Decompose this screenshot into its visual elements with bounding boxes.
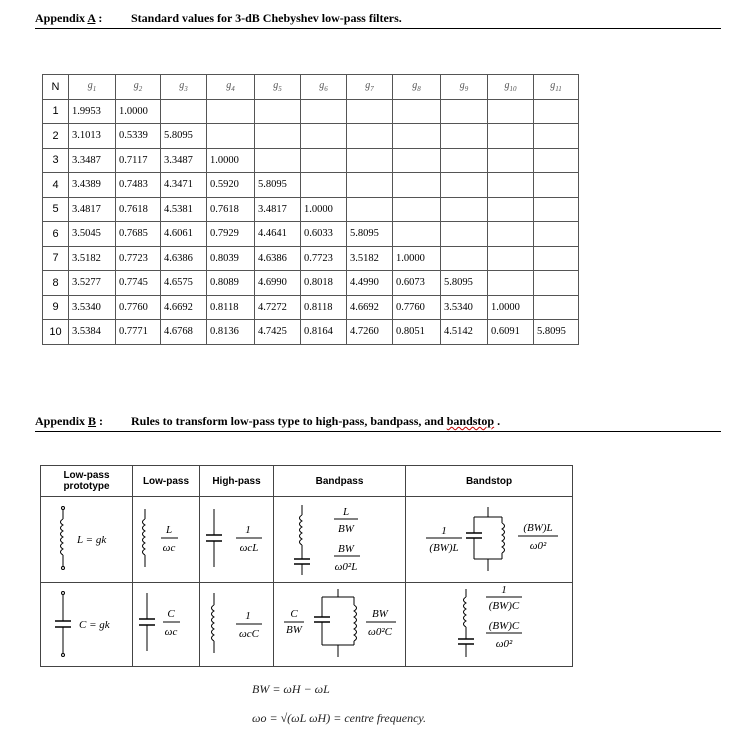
bs-ind-left-den: (BW)L (429, 542, 459, 554)
bs-ind-right-den: ω0² (529, 540, 547, 552)
hdr-lowpass: Low-pass (133, 466, 200, 497)
row-n-cell: 8 (43, 271, 69, 296)
table-row (43, 246, 579, 271)
g-value-cell (255, 124, 301, 149)
g-value-cell (347, 99, 393, 124)
row-n-cell: 6 (43, 222, 69, 247)
g-value-cell (347, 148, 393, 173)
table-row (43, 197, 579, 222)
g-value-cell: 0.7483 (116, 173, 161, 198)
proto-capacitor-label: C = gk (79, 619, 110, 631)
g-value-cell (534, 246, 579, 271)
transform-row-inductor (41, 497, 573, 583)
g-value-cell: 3.4817 (69, 197, 116, 222)
g-value-cell (441, 148, 488, 173)
g-value-cell (393, 148, 441, 173)
appendix-a-rule (35, 28, 721, 29)
lp-ind-den: ωc (162, 542, 176, 554)
bs-cap-bot-den: ω0² (495, 638, 513, 650)
g-value-cell: 3.5340 (69, 295, 116, 320)
g-value-cell (534, 197, 579, 222)
bw-equation: BW = ωH − ωL (252, 682, 330, 696)
g-value-cell (534, 295, 579, 320)
g-value-cell: 4.4641 (255, 222, 301, 247)
g-value-cell (393, 173, 441, 198)
col-header-g1: $g_1$ (69, 75, 116, 100)
row-n-cell: 7 (43, 246, 69, 271)
cell-lowpass-inductor (133, 497, 200, 583)
g-value-cell (393, 222, 441, 247)
g-value-cell (534, 173, 579, 198)
g-value-cell: 4.6386 (255, 246, 301, 271)
bs-ind-left-num: 1 (441, 525, 447, 537)
lp-cap-num: C (167, 608, 175, 620)
g-value-cell: 0.8018 (301, 271, 347, 296)
g-value-cell: 3.5384 (69, 320, 116, 345)
g-value-cell: 0.8089 (207, 271, 255, 296)
g-value-cell (301, 148, 347, 173)
g-value-cell: 3.5045 (69, 222, 116, 247)
chebyshev-header-row (43, 75, 579, 100)
cell-highpass-inductor (200, 497, 274, 583)
col-header-g9: $g_9$ (441, 75, 488, 100)
col-header-g10: $g_{10}$ (488, 75, 534, 100)
g-value-cell: 0.7117 (116, 148, 161, 173)
chebyshev-table (42, 74, 579, 345)
col-header-g8: $g_8$ (393, 75, 441, 100)
g-value-cell: 0.8039 (207, 246, 255, 271)
g-value-cell: 0.5339 (116, 124, 161, 149)
g-value-cell: 0.8051 (393, 320, 441, 345)
g-value-cell (301, 173, 347, 198)
appendix-a-title: Standard values for 3-dB Chebyshev low-pass filters. (131, 11, 402, 25)
appendix-b-colon: : (96, 414, 104, 428)
capacitor-icon (41, 583, 132, 666)
g-value-cell (347, 124, 393, 149)
transform-row-capacitor (41, 583, 573, 667)
transform-table (40, 465, 573, 667)
appendix-b-title-end: . (494, 414, 501, 428)
g-value-cell: 5.8095 (441, 271, 488, 296)
g-value-cell (393, 124, 441, 149)
g-value-cell: 3.5182 (69, 246, 116, 271)
g-value-cell: 0.7929 (207, 222, 255, 247)
g-value-cell: 3.1013 (69, 124, 116, 149)
g-value-cell: 4.4990 (347, 271, 393, 296)
g-value-cell: 0.7723 (116, 246, 161, 271)
appendix-b-title (131, 414, 500, 429)
g-value-cell (441, 197, 488, 222)
g-value-cell (488, 148, 534, 173)
col-header-g3: $g_3$ (161, 75, 207, 100)
g-value-cell: 4.6386 (161, 246, 207, 271)
g-value-cell (393, 197, 441, 222)
bp-ind-top-num: L (342, 506, 350, 518)
g-value-cell: 1.0000 (116, 99, 161, 124)
g-value-cell: 0.8118 (207, 295, 255, 320)
row-n-cell: 4 (43, 173, 69, 198)
appendix-b-title-bandstop: bandstop (446, 414, 495, 428)
g-value-cell: 1.0000 (301, 197, 347, 222)
cell-highpass-capacitor (200, 583, 274, 667)
cell-lowpass-capacitor (133, 583, 200, 667)
g-value-cell (301, 99, 347, 124)
g-value-cell (488, 222, 534, 247)
lp-ind-num: L (165, 524, 173, 536)
bp-ind-bot-den: ω0²L (334, 561, 358, 573)
table-row (43, 99, 579, 124)
g-value-cell: 4.6768 (161, 320, 207, 345)
parallel-lc-icon (274, 583, 405, 666)
col-header-g4: $g_4$ (207, 75, 255, 100)
hdr-bandstop: Bandstop (406, 466, 573, 497)
g-value-cell (488, 197, 534, 222)
appendix-a-label: Appendix (35, 11, 86, 25)
bp-cap-right-den: ω0²C (368, 626, 392, 638)
g-value-cell (441, 222, 488, 247)
g-value-cell: 4.7272 (255, 295, 301, 320)
row-n-cell: 9 (43, 295, 69, 320)
g-value-cell: 5.8095 (347, 222, 393, 247)
table-row (43, 295, 579, 320)
g-value-cell (488, 173, 534, 198)
g-value-cell (488, 99, 534, 124)
col-header-g5: $g_5$ (255, 75, 301, 100)
g-value-cell (534, 124, 579, 149)
lp-cap-den: ωc (164, 626, 178, 638)
capacitor-icon (133, 583, 199, 666)
g-value-cell: 4.6990 (255, 271, 301, 296)
bp-ind-bot-num: BW (338, 543, 354, 555)
g-value-cell (207, 124, 255, 149)
cell-proto-inductor (41, 497, 133, 583)
g-value-cell: 0.7723 (301, 246, 347, 271)
hdr-prototype: Low-pass prototype (41, 466, 133, 497)
g-value-cell: 1.0000 (488, 295, 534, 320)
col-header-g7: $g_7$ (347, 75, 393, 100)
g-value-cell: 4.6692 (347, 295, 393, 320)
g-value-cell: 3.4389 (69, 173, 116, 198)
hdr-bandpass: Bandpass (274, 466, 406, 497)
g-value-cell: 5.8095 (161, 124, 207, 149)
g-value-cell: 0.6033 (301, 222, 347, 247)
g-value-cell: 5.8095 (255, 173, 301, 198)
series-lc-icon (274, 497, 405, 582)
row-n-cell: 1 (43, 99, 69, 124)
g-value-cell: 0.8136 (207, 320, 255, 345)
appendix-b-rule (35, 431, 721, 432)
g-value-cell (441, 246, 488, 271)
g-value-cell: 0.7771 (116, 320, 161, 345)
g-value-cell: 4.6061 (161, 222, 207, 247)
g-value-cell: 0.7760 (393, 295, 441, 320)
g-value-cell (534, 99, 579, 124)
inductor-icon (200, 583, 273, 666)
g-value-cell (301, 124, 347, 149)
g-value-cell: 0.8164 (301, 320, 347, 345)
bs-cap-bot-num: (BW)C (488, 620, 520, 632)
centre-frequency-equation: ωo = √(ωL ωH) = centre frequency. (252, 711, 427, 725)
cell-proto-capacitor (41, 583, 133, 667)
g-value-cell: 4.5381 (161, 197, 207, 222)
cell-bandpass-inductor (274, 497, 406, 583)
g-value-cell: 0.7760 (116, 295, 161, 320)
appendix-b-title-main: Rules to transform low-pass type to high-pass, bandpass, and (131, 414, 447, 428)
appendix-a-heading (35, 11, 402, 26)
row-n-cell: 10 (43, 320, 69, 345)
g-value-cell: 0.8118 (301, 295, 347, 320)
row-n-cell: 3 (43, 148, 69, 173)
g-value-cell: 0.5920 (207, 173, 255, 198)
bp-cap-left-den: BW (286, 624, 302, 636)
g-value-cell: 1.0000 (207, 148, 255, 173)
table-row (43, 320, 579, 345)
table-row (43, 148, 579, 173)
table-row (43, 124, 579, 149)
col-header-g11: $g_{11}$ (534, 75, 579, 100)
row-n-cell: 5 (43, 197, 69, 222)
g-value-cell (534, 271, 579, 296)
g-value-cell (534, 148, 579, 173)
bs-cap-top-num: 1 (501, 584, 507, 596)
capacitor-icon (200, 497, 273, 582)
hp-cap-num: 1 (245, 610, 251, 622)
g-value-cell: 3.3487 (69, 148, 116, 173)
parallel-lc-icon (406, 497, 572, 582)
hp-ind-den: ωcL (239, 542, 259, 554)
bp-cap-right-num: BW (372, 608, 388, 620)
g-value-cell: 0.6091 (488, 320, 534, 345)
g-value-cell: 0.7618 (207, 197, 255, 222)
g-value-cell (207, 99, 255, 124)
hp-ind-num: 1 (245, 524, 251, 536)
g-value-cell (488, 271, 534, 296)
col-header-n: N (43, 75, 69, 100)
g-value-cell: 3.5277 (69, 271, 116, 296)
g-value-cell (347, 173, 393, 198)
g-value-cell: 3.3487 (161, 148, 207, 173)
transform-header-row (41, 466, 573, 497)
inductor-icon (41, 497, 132, 582)
g-value-cell (534, 222, 579, 247)
appendix-a-letter: A (87, 11, 96, 25)
g-value-cell (441, 173, 488, 198)
g-value-cell: 1.0000 (393, 246, 441, 271)
appendix-b-heading (35, 414, 501, 429)
g-value-cell (255, 99, 301, 124)
g-value-cell: 0.6073 (393, 271, 441, 296)
g-value-cell (441, 124, 488, 149)
g-value-cell: 4.3471 (161, 173, 207, 198)
g-value-cell: 3.4817 (255, 197, 301, 222)
g-value-cell: 4.6575 (161, 271, 207, 296)
g-value-cell: 4.6692 (161, 295, 207, 320)
table-row (43, 173, 579, 198)
g-value-cell: 0.7745 (116, 271, 161, 296)
g-value-cell: 0.7618 (116, 197, 161, 222)
table-row (43, 271, 579, 296)
g-value-cell (347, 197, 393, 222)
hdr-highpass: High-pass (200, 466, 274, 497)
g-value-cell: 4.5142 (441, 320, 488, 345)
g-value-cell (488, 246, 534, 271)
g-value-cell: 1.9953 (69, 99, 116, 124)
appendix-b-letter: B (88, 414, 97, 428)
g-value-cell (161, 99, 207, 124)
cell-bandstop-inductor (406, 497, 573, 583)
bp-ind-top-den: BW (338, 523, 354, 535)
proto-inductor-label: L = gk (77, 534, 107, 546)
g-value-cell: 4.7425 (255, 320, 301, 345)
bs-ind-right-num: (BW)L (523, 522, 553, 534)
g-value-cell (393, 99, 441, 124)
g-value-cell: 3.5340 (441, 295, 488, 320)
g-value-cell (488, 124, 534, 149)
g-value-cell (441, 99, 488, 124)
g-value-cell (255, 148, 301, 173)
inductor-icon (133, 497, 199, 582)
col-header-g6: $g_6$ (301, 75, 347, 100)
g-value-cell: 4.7260 (347, 320, 393, 345)
bp-cap-left-num: C (290, 608, 298, 620)
series-lc-icon (406, 583, 572, 666)
table-row (43, 222, 579, 247)
g-value-cell: 0.7685 (116, 222, 161, 247)
g-value-cell: 3.5182 (347, 246, 393, 271)
row-n-cell: 2 (43, 124, 69, 149)
cell-bandstop-capacitor (406, 583, 573, 667)
bs-cap-top-den: (BW)C (488, 600, 520, 612)
cell-bandpass-capacitor (274, 583, 406, 667)
appendix-b-label: Appendix (35, 414, 86, 428)
g-value-cell: 5.8095 (534, 320, 579, 345)
col-header-g2: $g_2$ (116, 75, 161, 100)
appendix-a-colon: : (95, 11, 103, 25)
hp-cap-den: ωcC (239, 628, 259, 640)
